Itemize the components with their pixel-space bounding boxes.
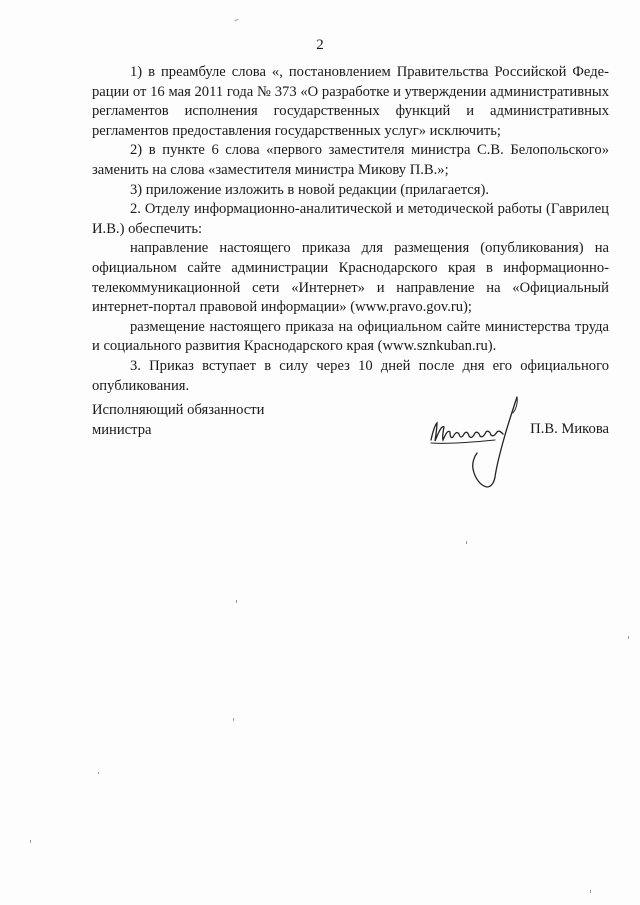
paragraph-point-6-amendment: 2) в пункте 6 слова «первого заместителя министра С.В. Белопольского» заменить на слова «заместителя министра Микову П.В.»; <box>92 142 609 178</box>
signatory-position-line-1: Исполняющий обязанности <box>92 402 265 418</box>
signatory-name: П.В. Микова <box>530 421 609 437</box>
scan-speck <box>628 636 629 639</box>
signature-block <box>92 401 609 521</box>
scan-speck <box>466 541 467 544</box>
paragraph-publication-portal: направление настоящего приказа для размещения (опубликования) на официальном сайте администрации Краснодарского края в информационно-телекоммуникационной сети «Интернет» и направление на «Официальный интернет-портал правовой информации» (www.pravo.gov.ru); <box>92 240 609 316</box>
paragraph-preamble-amendment: 1) в преамбуле слова «, постановлением Правительства Российской Федерации от 16 мая 2011 года № 373 «О разработке и утверждении административных регламентов исполнения государственных функций и административных регламентов предоставления государственных услуг» исключить; <box>92 64 609 139</box>
scan-speck <box>236 600 237 603</box>
paragraph-publication-ministry-site: размещение настоящего приказа на официальном сайте министерства труда и социального развития Краснодарского края (www.sznkuban.ru). <box>92 318 609 355</box>
signatory-position <box>92 401 264 440</box>
handwritten-signature <box>425 395 525 495</box>
document-body <box>92 63 609 396</box>
scan-speck <box>30 840 31 843</box>
signatory-position-line-2: министра <box>92 421 152 438</box>
scan-speck <box>233 718 234 721</box>
paragraph-effective-date: 3. Приказ вступает в силу через 10 дней после дня его официального опубликования. <box>92 357 609 394</box>
scan-speck <box>590 890 591 893</box>
page-number: 2 <box>316 37 324 53</box>
scan-speck <box>235 19 239 22</box>
paragraph-appendix-amendment: 3) приложение изложить в новой редакции (прилагается). <box>130 181 489 198</box>
scan-speck <box>98 772 99 774</box>
paragraph-department-assignment: 2. Отделу информационно-аналитической и методической работы (Гаврилец И.В.) обеспечить: <box>92 201 609 237</box>
